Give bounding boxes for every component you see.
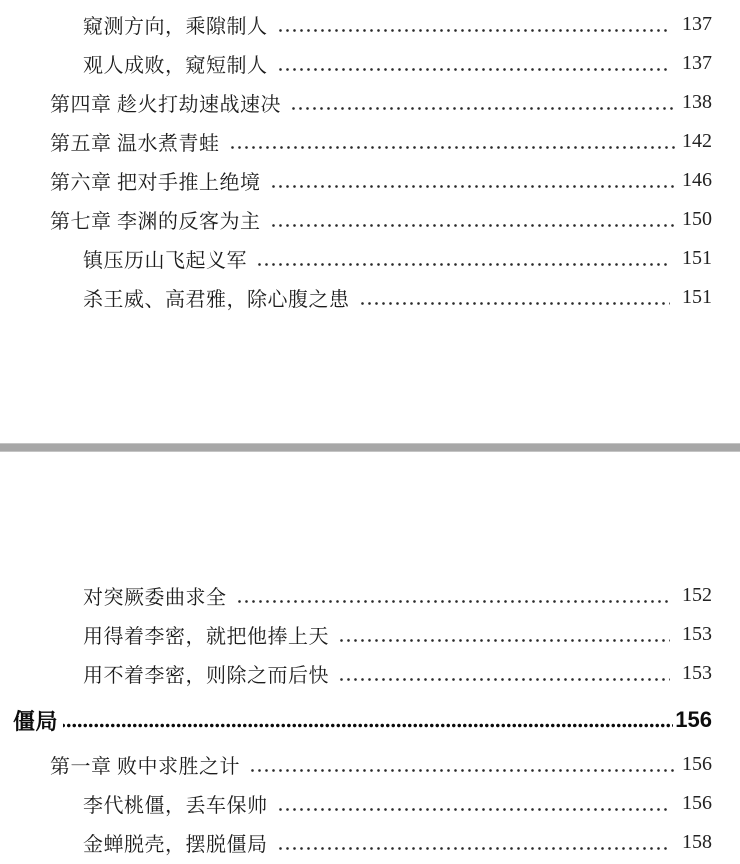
toc-entry[interactable]: [0, 784, 740, 823]
toc-entry[interactable]: [0, 745, 740, 784]
toc-entry-page: 152: [682, 584, 712, 606]
toc-entry-label: 第六章 把对手推上绝境: [50, 172, 261, 194]
toc-entry-page: 153: [682, 623, 712, 645]
dot-leader: [227, 122, 677, 161]
toc-entry-label: 对突厥委曲求全: [83, 587, 227, 609]
toc-entry[interactable]: [0, 200, 740, 239]
dot-leader: [288, 83, 676, 122]
toc-entry[interactable]: [0, 654, 740, 693]
toc-entry-label: 窥测方向，乘隙制人: [83, 16, 268, 38]
toc-entry-page: 156: [675, 707, 712, 732]
toc-entry-label: 镇压历山飞起义军: [83, 250, 247, 272]
toc-entry-label: 第七章 李渊的反客为主: [50, 211, 261, 233]
dot-leader: [275, 5, 671, 44]
toc-entry-page: 137: [682, 13, 712, 35]
toc-entry[interactable]: [0, 823, 740, 862]
dot-leader: [247, 745, 676, 784]
toc-entry[interactable]: [0, 576, 740, 615]
toc-page-top: [0, 5, 740, 317]
dot-leader: [275, 44, 671, 83]
toc-entry[interactable]: [0, 44, 740, 83]
toc-entry-page: 138: [682, 91, 712, 113]
page-separator: [0, 443, 740, 452]
toc-entry[interactable]: [0, 5, 740, 44]
toc-entry[interactable]: [0, 122, 740, 161]
toc-entry-label: 僵局: [13, 708, 59, 734]
toc-entry-page: 151: [682, 247, 712, 269]
toc-entry-page: 156: [682, 792, 712, 814]
toc-entry-label: 李代桃僵，丢车保帅: [83, 795, 268, 817]
toc-entry-label: 第四章 趁火打劫速战速决: [50, 94, 281, 116]
toc-entry-label: 观人成败，窥短制人: [83, 55, 268, 77]
toc-entry[interactable]: [0, 278, 740, 317]
toc-entry[interactable]: [0, 161, 740, 200]
dot-leader: [268, 200, 677, 239]
dot-leader: [275, 823, 671, 862]
toc-entry-page: 158: [682, 831, 712, 853]
toc-entry[interactable]: [0, 83, 740, 122]
toc-entry-label: 杀王威、高君雅，除心腹之患: [83, 289, 350, 311]
dot-leader: [63, 699, 673, 741]
toc-entry[interactable]: [0, 615, 740, 654]
toc-entry[interactable]: [0, 699, 740, 741]
toc-entry-page: 137: [682, 52, 712, 74]
dot-leader: [275, 784, 671, 823]
toc-entry-label: 金蝉脱壳，摆脱僵局: [83, 834, 268, 856]
dot-leader: [268, 161, 677, 200]
dot-leader: [234, 576, 671, 615]
toc-entry[interactable]: [0, 239, 740, 278]
toc-entry-label: 用不着李密，则除之而后快: [83, 665, 329, 687]
toc-page-bottom: [0, 576, 740, 862]
toc-entry-label: 第五章 温水煮青蛙: [50, 133, 220, 155]
toc-entry-page: 146: [682, 169, 712, 191]
toc-entry-page: 150: [682, 208, 712, 230]
toc-entry-label: 第一章 败中求胜之计: [50, 756, 240, 778]
toc-entry-page: 151: [682, 286, 712, 308]
toc-entry-page: 156: [682, 753, 712, 775]
toc-entry-label: 用得着李密，就把他捧上天: [83, 626, 329, 648]
toc-entry-page: 142: [682, 130, 712, 152]
dot-leader: [254, 239, 670, 278]
toc-entry-page: 153: [682, 662, 712, 684]
dot-leader: [357, 278, 671, 317]
dot-leader: [336, 615, 670, 654]
dot-leader: [336, 654, 670, 693]
